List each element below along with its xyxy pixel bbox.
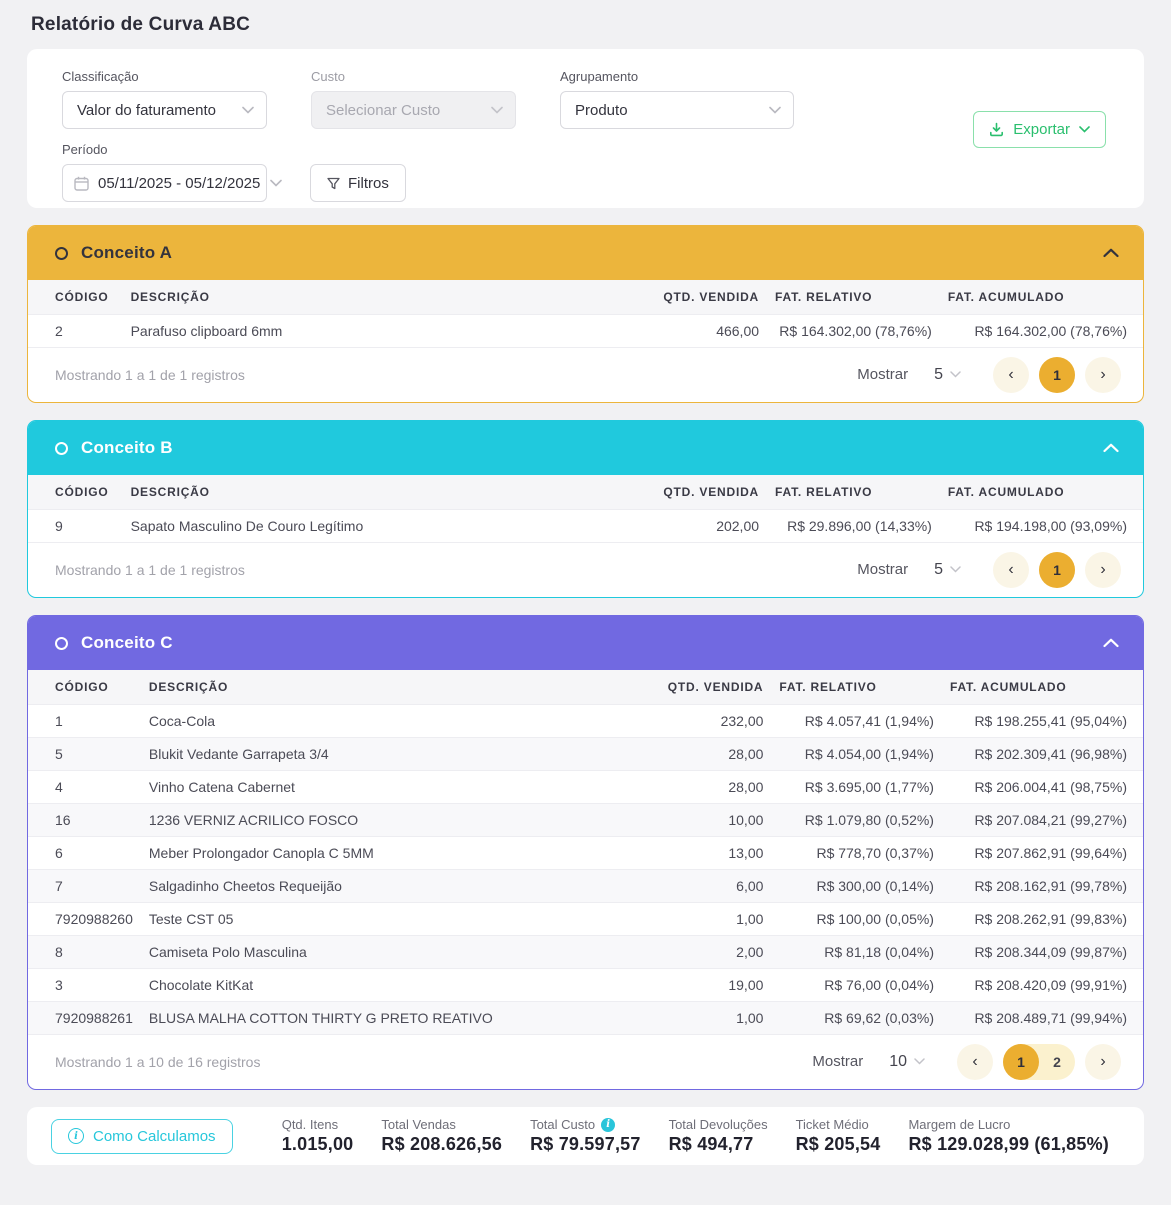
table-row [28,969,1143,1002]
cell-codigo: 5 [28,738,149,771]
section-header[interactable] [28,616,1143,670]
table-header-row [28,280,1143,315]
concept-section [27,420,1144,598]
exportar-button[interactable] [973,111,1106,148]
pagination [857,357,1121,393]
summary-stat [669,1117,768,1155]
custo-select[interactable] [311,91,516,129]
page-size-select[interactable] [889,1053,925,1071]
calendar-icon [74,176,89,191]
stat-value: R$ 129.028,99 (61,85%) [908,1134,1109,1154]
cell-descricao: Meber Prolongador Canopla C 5MM [149,837,612,870]
periodo-label: Período [62,142,108,157]
section-header[interactable] [28,226,1143,280]
table-row [28,870,1143,903]
summary-stat [530,1117,641,1155]
cell-codigo: 9 [28,510,131,543]
col-fat-relativo: FAT. RELATIVO [775,475,948,510]
mostrar-label: Mostrar [857,366,909,383]
cell-descricao: Parafuso clipboard 6mm [131,315,603,348]
collapse-button[interactable] [1103,638,1119,648]
products-table [28,280,1143,347]
stat-label: Total Custo i [530,1117,641,1132]
page-buttons [1039,357,1075,393]
cell-fat-relativo: R$ 4.057,41 (1,94%) [779,705,950,738]
cell-qtd-vendida: 6,00 [612,870,780,903]
summary-stat [381,1117,502,1155]
col-fat-acumulado: FAT. ACUMULADO [950,670,1143,705]
cell-qtd-vendida: 28,00 [612,771,780,804]
agrupamento-label: Agrupamento [560,69,639,84]
showing-text: Mostrando 1 a 1 de 1 registros [55,366,245,383]
table-row [28,510,1143,543]
cell-qtd-vendida: 232,00 [612,705,780,738]
page-buttons [1039,552,1075,588]
table-row [28,771,1143,804]
next-page-button[interactable]: › [1085,357,1121,393]
stat-label: Ticket Médio [795,1117,869,1132]
col-fat-relativo: FAT. RELATIVO [775,280,948,315]
cell-fat-relativo: R$ 3.695,00 (1,77%) [779,771,950,804]
chevron-down-icon [1079,126,1090,133]
classificacao-label: Classificação [62,69,139,84]
next-page-button[interactable]: › [1085,552,1121,588]
stat-label: Total Devoluções [668,1117,768,1132]
prev-page-button[interactable]: ‹ [993,552,1029,588]
col-fat-acumulado: FAT. ACUMULADO [948,475,1143,510]
stat-value: R$ 494,77 [668,1134,754,1154]
table-row [28,1002,1143,1035]
page-button[interactable]: 1 [1003,1044,1039,1080]
cell-fat-acumulado: R$ 208.262,91 (99,83%) [950,903,1143,936]
pagination [857,552,1121,588]
como-calculamos-button[interactable] [51,1119,233,1154]
cell-fat-acumulado: R$ 194.198,00 (93,09%) [948,510,1143,543]
circle-icon [55,247,68,260]
prev-page-button[interactable]: ‹ [957,1044,993,1080]
cell-descricao: 1236 VERNIZ ACRILICO FOSCO [149,804,612,837]
col-qtd-vendida: QTD. VENDIDA [602,280,775,315]
concept-section [27,225,1144,403]
table-row [28,936,1143,969]
periodo-field [62,142,267,202]
cell-descricao: BLUSA MALHA COTTON THIRTY G PRETO REATIVO [149,1002,612,1035]
stat-value: R$ 79.597,57 [530,1134,641,1154]
cell-fat-acumulado: R$ 206.004,41 (98,75%) [950,771,1143,804]
cell-fat-relativo: R$ 76,00 (0,04%) [779,969,950,1002]
custo-field [311,69,516,129]
agrupamento-field [560,69,794,129]
page-buttons [1003,1044,1075,1080]
cell-qtd-vendida: 28,00 [612,738,780,771]
exportar-label: Exportar [1013,121,1070,138]
mostrar-label: Mostrar [812,1053,864,1070]
col-codigo: CÓDIGO [28,475,131,510]
cell-fat-acumulado: R$ 208.162,91 (99,78%) [950,870,1143,903]
table-body [28,510,1143,543]
cell-codigo: 2 [28,315,131,348]
cell-fat-acumulado: R$ 198.255,41 (95,04%) [950,705,1143,738]
page-size-value: 10 [889,1052,907,1070]
stat-label: Total Vendas [381,1117,456,1132]
products-table [28,475,1143,542]
summary-bar [27,1107,1144,1165]
cell-qtd-vendida: 466,00 [602,315,775,348]
download-icon [989,122,1004,137]
cell-codigo: 4 [28,771,149,804]
table-row [28,903,1143,936]
page-button[interactable]: 1 [1039,552,1075,588]
page-button[interactable]: 2 [1039,1044,1075,1080]
cell-qtd-vendida: 10,00 [612,804,780,837]
chevron-down-icon [270,179,282,187]
section-title: Conceito B [81,438,173,457]
info-icon[interactable]: i [601,1118,615,1132]
stat-label: Qtd. Itens [281,1117,339,1132]
collapse-button[interactable] [1103,248,1119,258]
page-size-select[interactable] [934,561,961,579]
mostrar-label: Mostrar [857,561,909,578]
table-footer [28,1034,1143,1089]
filters-card [27,49,1144,208]
cell-descricao: Salgadinho Cheetos Requeijão [149,870,612,903]
cell-codigo: 16 [28,804,149,837]
cell-fat-relativo: R$ 29.896,00 (14,33%) [775,510,948,543]
concept-section [27,615,1144,1090]
cell-fat-acumulado: R$ 208.420,09 (99,91%) [950,969,1143,1002]
summary-stat [796,1117,881,1155]
cell-fat-relativo: R$ 81,18 (0,04%) [779,936,950,969]
circle-icon [55,442,68,455]
table-header-row [28,475,1143,510]
col-descricao: DESCRIÇÃO [131,475,603,510]
stat-value: 1.015,00 [281,1134,354,1154]
table-row [28,804,1143,837]
cell-descricao: Chocolate KitKat [149,969,612,1002]
cell-fat-relativo: R$ 300,00 (0,14%) [779,870,950,903]
table-footer [28,542,1143,597]
stat-value: R$ 208.626,56 [381,1134,503,1154]
page-size-value: 5 [934,365,943,383]
cell-fat-acumulado: R$ 207.862,91 (99,64%) [950,837,1143,870]
collapse-button[interactable] [1103,443,1119,453]
cell-qtd-vendida: 1,00 [612,903,780,936]
chevron-down-icon [242,106,254,114]
cell-fat-acumulado: R$ 202.309,41 (96,98%) [950,738,1143,771]
summary-stats [282,1117,1109,1155]
prev-page-button[interactable]: ‹ [993,357,1029,393]
table-footer [28,347,1143,402]
cell-fat-acumulado: R$ 164.302,00 (78,76%) [948,315,1143,348]
classificacao-field [62,69,267,129]
col-fat-relativo: FAT. RELATIVO [779,670,950,705]
summary-stat [282,1117,354,1155]
cell-fat-relativo: R$ 778,70 (0,37%) [779,837,950,870]
table-body [28,315,1143,348]
cell-fat-acumulado: R$ 208.344,09 (99,87%) [950,936,1143,969]
table-body [28,705,1143,1035]
stat-value: R$ 205,54 [795,1134,881,1154]
circle-icon [55,637,68,650]
cell-qtd-vendida: 13,00 [612,837,780,870]
col-descricao: DESCRIÇÃO [149,670,612,705]
cell-fat-acumulado: R$ 208.489,71 (99,94%) [950,1002,1143,1035]
showing-text: Mostrando 1 a 10 de 16 registros [55,1053,261,1070]
sections [27,225,1144,1090]
col-codigo: CÓDIGO [28,670,149,705]
section-title: Conceito C [81,633,173,652]
cell-fat-relativo: R$ 69,62 (0,03%) [779,1002,950,1035]
cell-qtd-vendida: 202,00 [602,510,775,543]
custo-label: Custo [311,69,345,84]
cell-fat-acumulado: R$ 207.084,21 (99,27%) [950,804,1143,837]
pagination [812,1044,1121,1080]
showing-text: Mostrando 1 a 1 de 1 registros [55,561,245,578]
cell-qtd-vendida: 1,00 [612,1002,780,1035]
cell-codigo: 8 [28,936,149,969]
cell-descricao: Coca-Cola [149,705,612,738]
cell-qtd-vendida: 19,00 [612,969,780,1002]
como-calculamos-label: Como Calculamos [93,1127,216,1145]
cell-fat-relativo: R$ 100,00 (0,05%) [779,903,950,936]
cell-descricao: Camiseta Polo Masculina [149,936,612,969]
col-codigo: CÓDIGO [28,280,131,315]
agrupamento-value: Produto [575,101,628,119]
periodo-select[interactable] [62,164,267,202]
summary-stat [908,1117,1109,1155]
periodo-value: 05/11/2025 - 05/12/2025 [98,174,261,192]
table-row [28,738,1143,771]
table-header-row [28,670,1143,705]
chevron-down-icon [491,106,503,114]
filtros-button[interactable] [310,164,406,202]
table-row [28,315,1143,348]
cell-qtd-vendida: 2,00 [612,936,780,969]
stat-label: Margem de Lucro [908,1117,1011,1132]
page-title: Relatório de Curva ABC [31,14,251,35]
cell-codigo: 1 [28,705,149,738]
chevron-down-icon [769,106,781,114]
agrupamento-select[interactable] [560,91,794,129]
next-page-button[interactable]: › [1085,1044,1121,1080]
cell-descricao: Teste CST 05 [149,903,612,936]
products-table [28,670,1143,1034]
cell-descricao: Vinho Catena Cabernet [149,771,612,804]
page-button[interactable]: 1 [1039,357,1075,393]
cell-codigo: 7920988260 [28,903,149,936]
section-title: Conceito A [81,243,173,262]
info-icon: i [68,1128,84,1144]
custo-placeholder: Selecionar Custo [326,101,441,119]
cell-codigo: 7 [28,870,149,903]
cell-descricao: Blukit Vedante Garrapeta 3/4 [149,738,612,771]
table-row [28,837,1143,870]
table-row [28,705,1143,738]
classificacao-select[interactable] [62,91,267,129]
col-fat-acumulado: FAT. ACUMULADO [948,280,1143,315]
cell-codigo: 7920988261 [28,1002,149,1035]
col-qtd-vendida: QTD. VENDIDA [612,670,780,705]
page-size-select[interactable] [934,366,961,384]
col-qtd-vendida: QTD. VENDIDA [602,475,775,510]
section-header[interactable] [28,421,1143,475]
classificacao-value: Valor do faturamento [77,101,216,119]
cell-codigo: 3 [28,969,149,1002]
funnel-icon [327,177,340,190]
cell-fat-relativo: R$ 1.079,80 (0,52%) [779,804,950,837]
cell-codigo: 6 [28,837,149,870]
page-size-value: 5 [934,560,943,578]
cell-fat-relativo: R$ 164.302,00 (78,76%) [775,315,948,348]
col-descricao: DESCRIÇÃO [131,280,603,315]
filtros-label: Filtros [348,174,389,192]
cell-fat-relativo: R$ 4.054,00 (1,94%) [779,738,950,771]
cell-descricao: Sapato Masculino De Couro Legítimo [131,510,603,543]
